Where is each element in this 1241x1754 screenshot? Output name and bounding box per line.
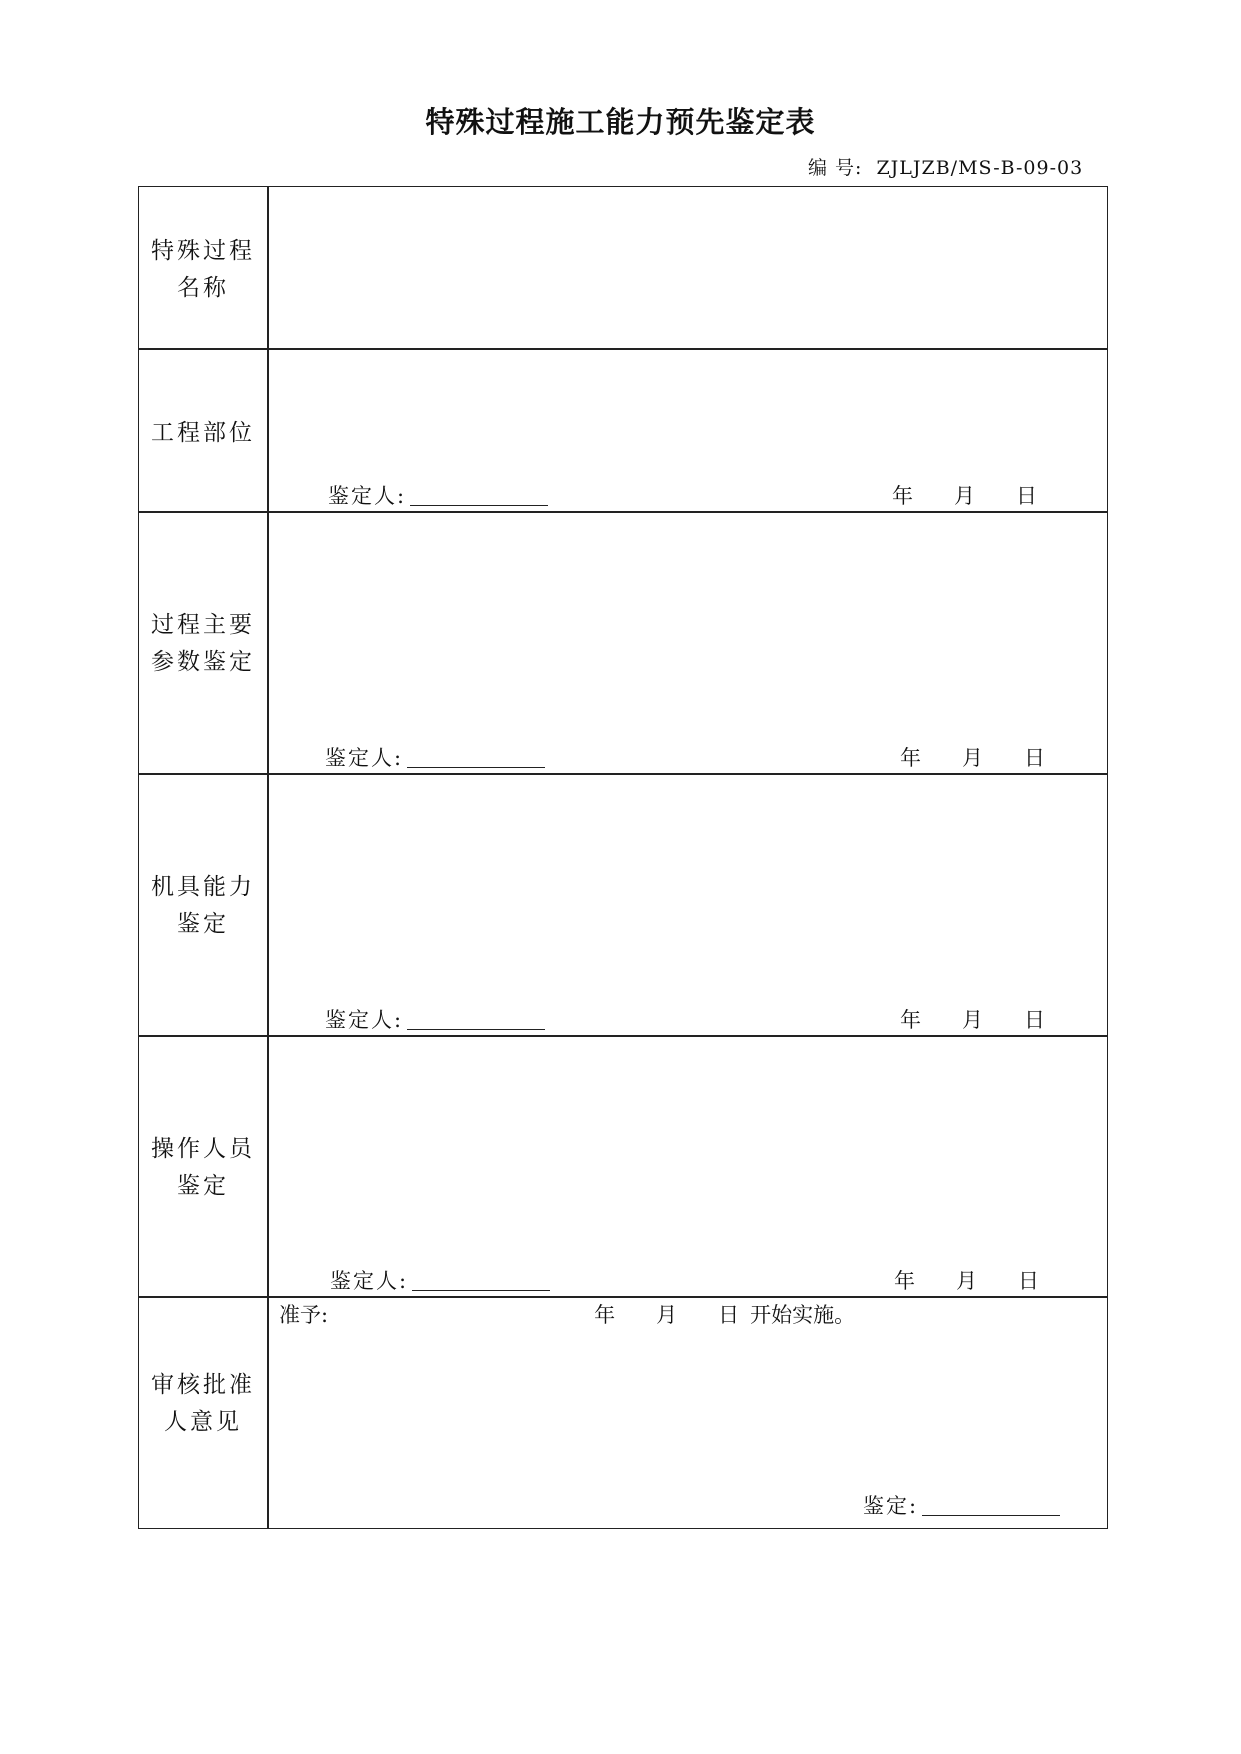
row-label-operator-appraisal (139, 1131, 267, 1205)
document-number (808, 154, 1083, 182)
row-divider (139, 511, 1107, 513)
row-divider (139, 348, 1107, 350)
appraiser-blank[interactable] (410, 483, 548, 506)
row-divider (139, 1035, 1107, 1037)
appraise-label: 鉴定: (863, 1494, 919, 1518)
month-label: 月 (656, 1303, 678, 1327)
row-label-line: 操作人员 (151, 1136, 255, 1162)
month-label: 月 (956, 1269, 977, 1293)
row-label-line: 名称 (177, 275, 229, 301)
appraiser-signature-line (330, 1266, 550, 1296)
document-number-value: ZJLJZB/MS-B-09-03 (876, 157, 1084, 179)
signature-date (894, 1266, 1039, 1296)
appraiser-label: 鉴定人: (330, 1269, 409, 1293)
row-label-line: 参数鉴定 (151, 649, 255, 675)
month-label: 月 (962, 746, 983, 770)
appraiser-label: 鉴定人: (325, 1008, 404, 1032)
approval-signature-line (863, 1491, 1060, 1521)
appraiser-label: 鉴定人: (328, 484, 407, 508)
appraiser-signature-line (325, 1005, 545, 1035)
approval-signature-blank[interactable] (922, 1493, 1060, 1516)
appraiser-blank[interactable] (412, 1268, 550, 1291)
column-divider (267, 187, 269, 1528)
day-label: 日 (1024, 746, 1045, 770)
year-label: 年 (900, 746, 921, 770)
appraisal-form-table (138, 186, 1108, 1529)
row-label-line: 机具能力 (151, 874, 255, 900)
appraiser-signature-line (328, 481, 548, 511)
document-title: 特殊过程施工能力预先鉴定表 (425, 105, 816, 139)
row-label-line: 特殊过程 (151, 238, 255, 264)
row-label-process-name (139, 233, 267, 307)
row-label-reviewer-opinion (139, 1367, 267, 1441)
day-label: 日 (718, 1303, 740, 1327)
row-label-line: 工程部位 (151, 420, 255, 446)
year-label: 年 (900, 1008, 921, 1032)
year-label: 年 (892, 484, 913, 508)
appraiser-signature-line (325, 743, 545, 773)
signature-date (900, 1005, 1045, 1035)
row-divider (139, 1296, 1107, 1298)
row-label-line: 审核批准 (151, 1372, 255, 1398)
row-label-project-location (139, 415, 267, 452)
year-label: 年 (894, 1269, 915, 1293)
row-label-line: 过程主要 (151, 612, 255, 638)
year-label: 年 (594, 1303, 616, 1327)
document-number-label: 编 号: (808, 157, 863, 179)
row-label-line: 人意见 (164, 1409, 242, 1435)
appraiser-blank[interactable] (407, 745, 545, 768)
day-label: 日 (1018, 1269, 1039, 1293)
row-label-line: 鉴定 (177, 1173, 229, 1199)
start-implementation-text: 开始实施。 (750, 1303, 856, 1327)
signature-date (892, 481, 1037, 511)
row-label-equipment-appraisal (139, 869, 267, 943)
row-divider (139, 773, 1107, 775)
day-label: 日 (1024, 1008, 1045, 1032)
month-label: 月 (954, 484, 975, 508)
grant-label: 准予: (279, 1303, 329, 1327)
appraiser-label: 鉴定人: (325, 746, 404, 770)
month-label: 月 (962, 1008, 983, 1032)
day-label: 日 (1016, 484, 1037, 508)
signature-date (900, 743, 1045, 773)
approval-line (279, 1300, 855, 1330)
appraiser-blank[interactable] (407, 1007, 545, 1030)
row-label-parameter-appraisal (139, 607, 267, 681)
row-label-line: 鉴定 (177, 911, 229, 937)
